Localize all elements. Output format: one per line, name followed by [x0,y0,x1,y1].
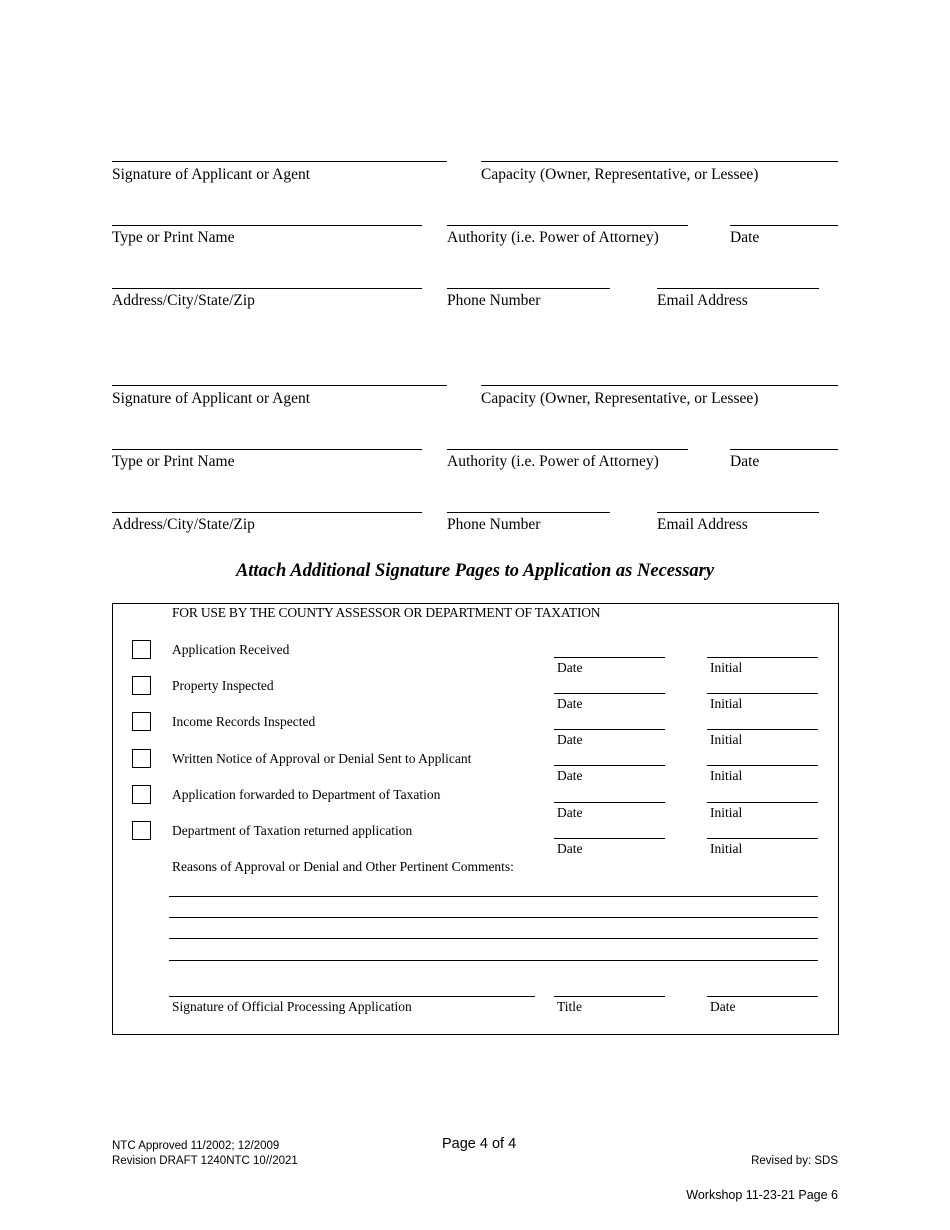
email-label: Email Address [657,292,748,309]
item-initial-line[interactable] [707,765,818,766]
item-initial-line[interactable] [707,729,818,730]
item-date-line[interactable] [554,765,665,766]
date-label: Date [730,453,760,470]
capacity-label: Capacity (Owner, Representative, or Lessee) [481,390,759,407]
item-initial-line[interactable] [707,657,818,658]
item-date-line[interactable] [554,657,665,658]
item-date-label: Date [557,768,583,783]
income-records-checkbox[interactable] [132,712,151,731]
capacity-line[interactable] [481,385,838,386]
phone-label: Phone Number [447,516,541,533]
comments-label: Reasons of Approval or Denial and Other Pertinent Comments: [172,859,514,874]
comment-line[interactable] [169,896,818,897]
capacity-label: Capacity (Owner, Representative, or Lessee) [481,166,759,183]
item-initial-line[interactable] [707,802,818,803]
taxation-returned-checkbox[interactable] [132,821,151,840]
footer-approved: NTC Approved 11/2002; 12/2009 [112,1140,280,1152]
official-title-label: Title [557,999,583,1014]
written-notice-checkbox[interactable] [132,749,151,768]
item-initial-label: Initial [710,696,743,711]
application-received-checkbox[interactable] [132,640,151,659]
attach-note-heading: Attach Additional Signature Pages to Application as Necessary [235,561,715,581]
item-label: Application Received [172,642,290,657]
authority-label: Authority (i.e. Power of Attorney) [447,453,659,470]
item-initial-line[interactable] [707,693,818,694]
item-label: Application forwarded to Department of Taxation [172,787,441,802]
email-label: Email Address [657,516,748,533]
item-date-line[interactable] [554,802,665,803]
footer-revised-by: Revised by: SDS [751,1155,838,1167]
comment-line[interactable] [169,960,818,961]
authority-line[interactable] [447,449,688,450]
phone-line[interactable] [447,288,610,289]
address-line[interactable] [112,288,422,289]
item-date-line[interactable] [554,693,665,694]
item-label: Written Notice of Approval or Denial Sent to Applicant [172,751,472,766]
item-date-label: Date [557,732,583,747]
signature-label: Signature of Applicant or Agent [112,166,311,183]
official-signature-label: Signature of Official Processing Application [172,999,412,1014]
phone-line[interactable] [447,512,610,513]
footer-revision: Revision DRAFT 1240NTC 10//2021 [112,1155,298,1167]
address-label: Address/City/State/Zip [112,516,255,533]
item-date-label: Date [557,660,583,675]
item-initial-label: Initial [710,805,743,820]
email-line[interactable] [657,288,819,289]
item-initial-label: Initial [710,732,743,747]
item-initial-line[interactable] [707,838,818,839]
date-line[interactable] [730,225,838,226]
comment-line[interactable] [169,917,818,918]
name-label: Type or Print Name [112,229,235,246]
item-label: Income Records Inspected [172,714,316,729]
item-date-label: Date [557,696,583,711]
item-label: Property Inspected [172,678,274,693]
address-line[interactable] [112,512,422,513]
comment-line[interactable] [169,938,818,939]
address-label: Address/City/State/Zip [112,292,255,309]
date-line[interactable] [730,449,838,450]
official-date-line[interactable] [707,996,818,997]
page-number: Page 4 of 4 [442,1136,517,1152]
signature-line[interactable] [112,385,447,386]
authority-line[interactable] [447,225,688,226]
phone-label: Phone Number [447,292,541,309]
item-date-line[interactable] [554,729,665,730]
application-forwarded-checkbox[interactable] [132,785,151,804]
name-line[interactable] [112,449,422,450]
item-label: Department of Taxation returned application [172,823,413,838]
item-initial-label: Initial [710,768,743,783]
official-title-line[interactable] [554,996,665,997]
office-use-title: FOR USE BY THE COUNTY ASSESSOR OR DEPARTMENT OF TAXATION [172,605,601,620]
official-date-label: Date [710,999,736,1014]
name-line[interactable] [112,225,422,226]
name-label: Type or Print Name [112,453,235,470]
date-label: Date [730,229,760,246]
item-date-label: Date [557,805,583,820]
item-date-line[interactable] [554,838,665,839]
item-initial-label: Initial [710,660,743,675]
signature-label: Signature of Applicant or Agent [112,390,311,407]
signature-line[interactable] [112,161,447,162]
property-inspected-checkbox[interactable] [132,676,151,695]
item-initial-label: Initial [710,841,743,856]
capacity-line[interactable] [481,161,838,162]
official-signature-line[interactable] [169,996,535,997]
footer-workshop: Workshop 11-23-21 Page 6 [686,1188,838,1202]
item-date-label: Date [557,841,583,856]
email-line[interactable] [657,512,819,513]
authority-label: Authority (i.e. Power of Attorney) [447,229,659,246]
